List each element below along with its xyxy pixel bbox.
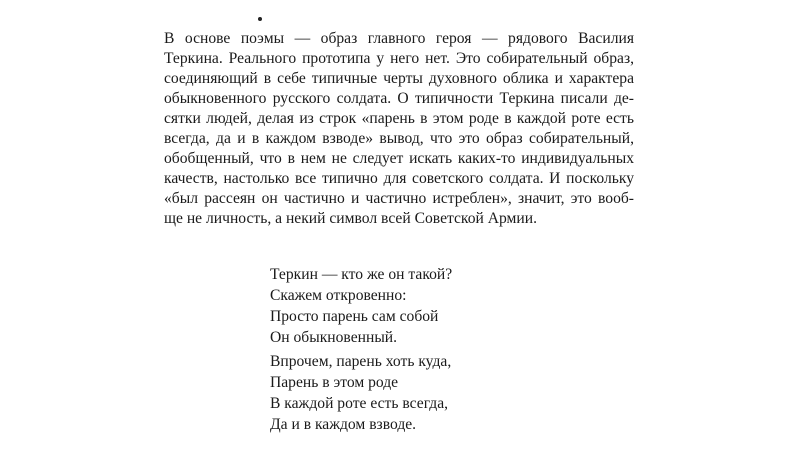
paragraph-line: «был рассеян он частично и частично истреблен», значит, это вооб- <box>164 190 634 207</box>
paragraph-line: В основе поэмы — образ главного героя — рядового Василия <box>164 30 634 47</box>
print-speck <box>258 17 262 21</box>
paragraph-line: соединяющий в себе типичные черты духовного облика и характера <box>164 70 634 87</box>
verse-line: Впрочем, парень хоть куда, <box>270 353 452 370</box>
verse-line: Скажем откровенно: <box>270 287 407 304</box>
paragraph-line: качеств, настолько все типично для советского солдата. И поскольку <box>164 170 634 187</box>
paragraph-line: ще не личность, а некий символ всей Советской Армии. <box>164 210 538 227</box>
paragraph-line: сятки людей, делая из строк «парень в этом роде в каждой роте есть <box>164 110 634 127</box>
verse-stanza-1 <box>270 264 452 348</box>
paragraph-line: обобщенный, что в нем не следует искать каких-то индивидуальных <box>164 150 634 167</box>
paragraph-line: Теркина. Реального прототипа у него нет. Это собирательный образ, <box>164 50 634 67</box>
paragraph-line: всегда, да и в каждом взводе» вывод, что это образ собирательный, <box>164 130 634 147</box>
verse-line: Да и в каждом взводе. <box>270 416 417 433</box>
body-paragraph <box>164 29 634 229</box>
verse-line: Парень в этом роде <box>270 374 399 391</box>
verse-line: Просто парень сам собой <box>270 308 439 325</box>
verse-stanza-2 <box>270 351 451 435</box>
verse-line: В каждой роте есть всегда, <box>270 395 449 412</box>
verse-line: Он обыкновенный. <box>270 329 398 346</box>
paragraph-line: обыкновенного русского солдата. О типичности Теркина писали де- <box>164 90 634 107</box>
verse-line: Теркин — кто же он такой? <box>270 266 453 283</box>
